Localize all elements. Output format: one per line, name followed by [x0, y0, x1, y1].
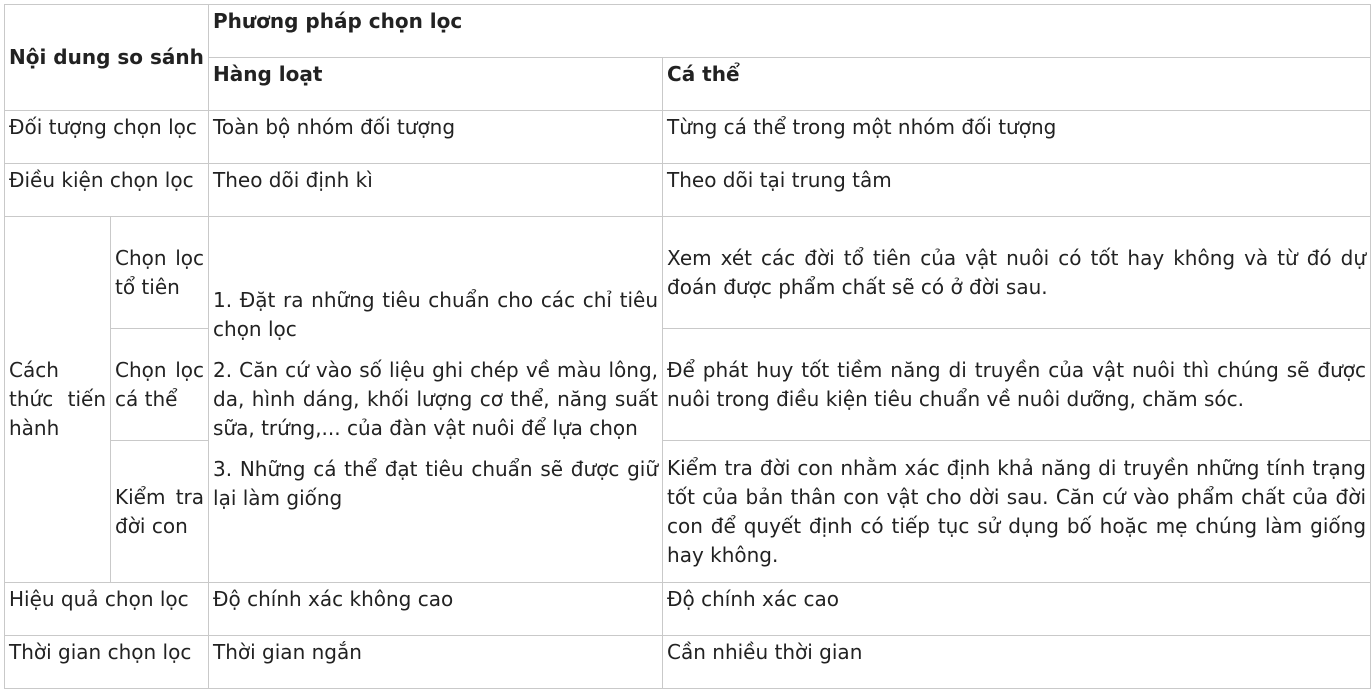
cell-procedure-mass	[209, 217, 663, 583]
header-criteria: Nội dung so sánh	[5, 5, 209, 111]
row-label-target: Đối tượng chọn lọc	[5, 111, 209, 164]
cell-efficiency-individual: Độ chính xác cao	[663, 583, 1371, 636]
sub-label-offspring: Kiểm tra đời con	[111, 441, 209, 583]
header-row-2	[5, 58, 1371, 111]
cell-offspring-individual: Kiểm tra đời con nhằm xác định khả năng di truyền những tính trạng tốt của bản thân con vật cho dời sau. Căn cứ vào phẩm chất của đời con để quyết định có tiếp tục sử dụng bố hoặc mẹ chúng làm giống hay không.	[663, 441, 1371, 583]
procedure-step-3: 3. Những cá thể đạt tiêu chuẩn sẽ được giữ lại làm giống	[213, 457, 659, 510]
table-row-procedure-ancestor	[5, 217, 1371, 329]
header-method: Phương pháp chọn lọc	[209, 5, 1371, 58]
row-label-duration: Thời gian chọn lọc	[5, 636, 209, 689]
sub-label-ancestor: Chọn lọc tổ tiên	[111, 217, 209, 329]
cell-efficiency-mass: Độ chính xác không cao	[209, 583, 663, 636]
sub-label-individual: Chọn lọc cá thể	[111, 329, 209, 441]
cell-target-mass: Toàn bộ nhóm đối tượng	[209, 111, 663, 164]
table-row-condition	[5, 164, 1371, 217]
table-row-target	[5, 111, 1371, 164]
table-row-duration	[5, 636, 1371, 689]
header-mass: Hàng loạt	[209, 58, 663, 111]
table-row-efficiency	[5, 583, 1371, 636]
row-label-procedure: Cách thức tiến hành	[5, 217, 111, 583]
header-row-1	[5, 5, 1371, 58]
cell-duration-individual: Cần nhiều thời gian	[663, 636, 1371, 689]
procedure-step-2: 2. Căn cứ vào số liệu ghi chép về màu lông, da, hình dáng, khối lượng cơ thể, năng suất sữa, trứng,... của đàn vật nuôi để lựa chọn	[213, 358, 659, 440]
cell-condition-mass: Theo dõi định kì	[209, 164, 663, 217]
cell-duration-mass: Thời gian ngắn	[209, 636, 663, 689]
cell-condition-individual: Theo dõi tại trung tâm	[663, 164, 1371, 217]
row-label-condition: Điều kiện chọn lọc	[5, 164, 209, 217]
cell-ancestor-individual: Xem xét các đời tổ tiên của vật nuôi có tốt hay không và từ đó dự đoán được phẩm chất sẽ có ở đời sau.	[663, 217, 1371, 329]
comparison-table	[4, 4, 1371, 689]
procedure-step-1: 1. Đặt ra những tiêu chuẩn cho các chỉ tiêu chọn lọc	[213, 288, 659, 341]
row-label-efficiency: Hiệu quả chọn lọc	[5, 583, 209, 636]
cell-individual-individual: Để phát huy tốt tiềm năng di truyền của vật nuôi thì chúng sẽ được nuôi trong điều kiện tiêu chuẩn về nuôi dưỡng, chăm sóc.	[663, 329, 1371, 441]
cell-target-individual: Từng cá thể trong một nhóm đối tượng	[663, 111, 1371, 164]
header-individual: Cá thể	[663, 58, 1371, 111]
